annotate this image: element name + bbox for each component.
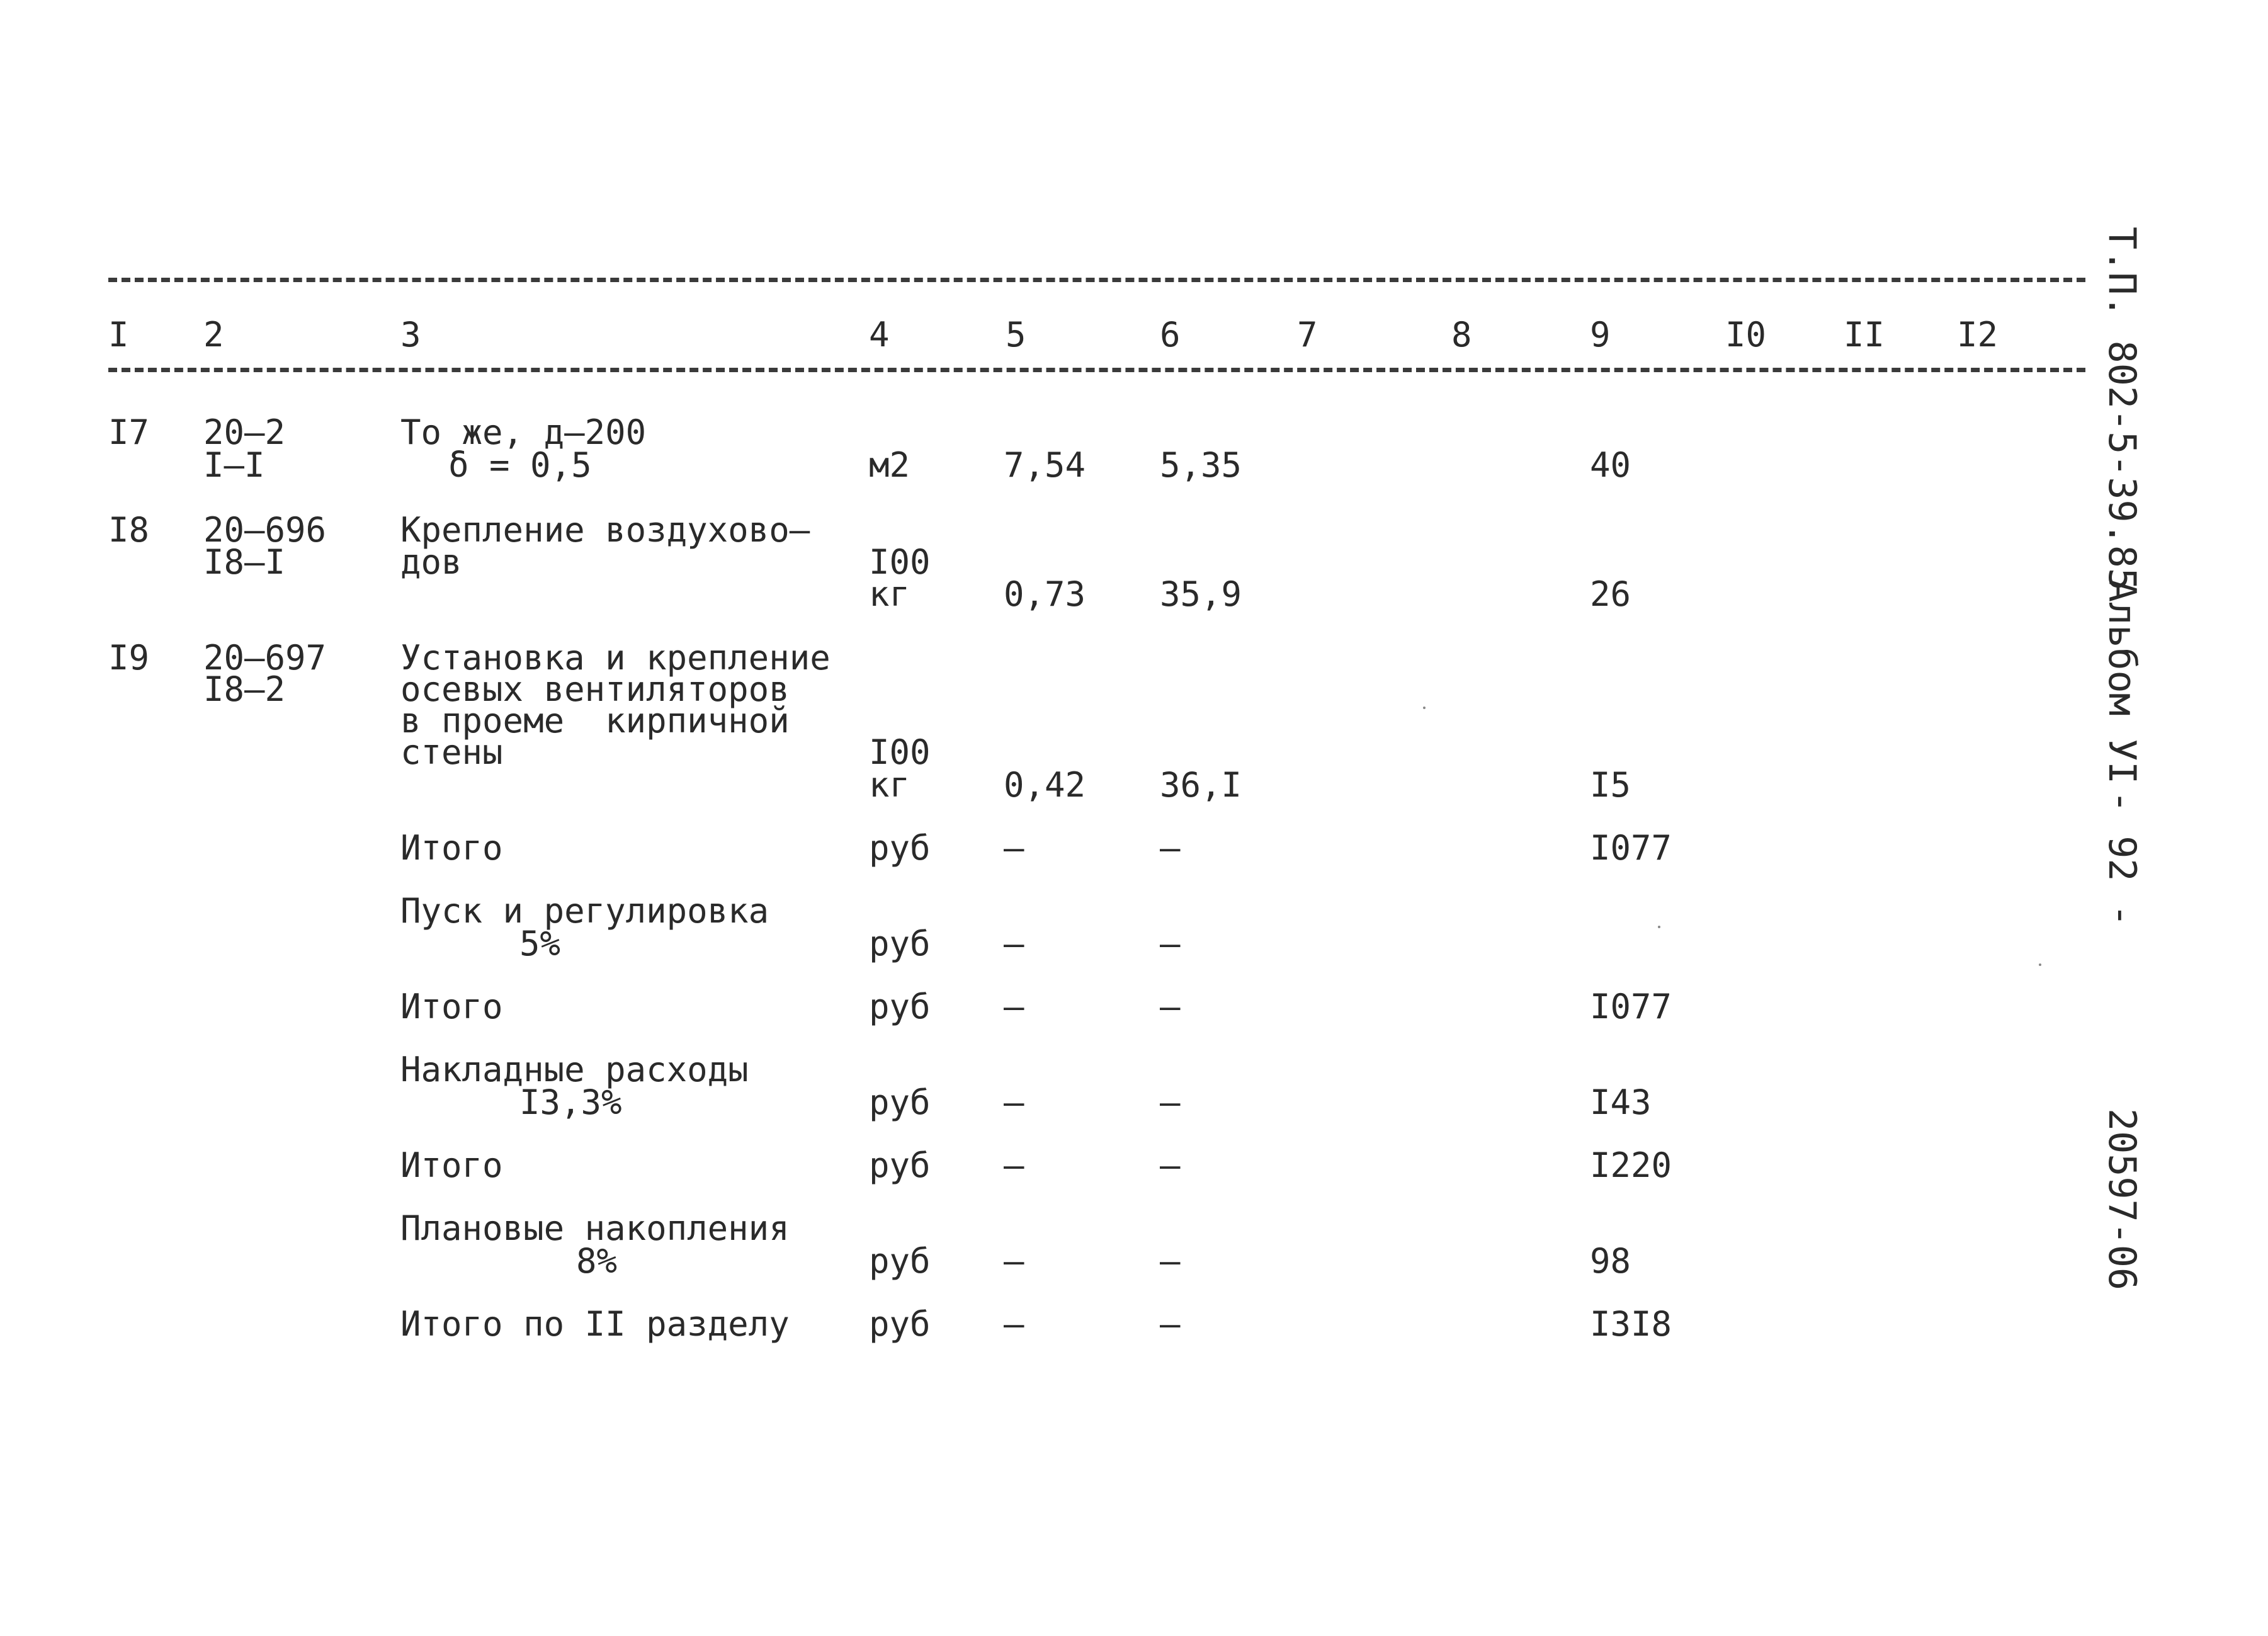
summary-unit: руб xyxy=(869,1145,931,1185)
scan-speck xyxy=(1658,926,1660,928)
summary-total: I43 xyxy=(1590,1082,1652,1122)
work-description: Установка и крепление xyxy=(400,638,831,678)
col-header-6: 6 xyxy=(1160,315,1181,355)
rate-code: 20–697 xyxy=(203,638,327,678)
unit-line: кг xyxy=(869,765,910,805)
quantity: 0,73 xyxy=(1004,574,1086,614)
summary-qty: – xyxy=(1004,1145,1024,1185)
scan-speck xyxy=(2039,963,2041,966)
work-description-line: в проеме кирпичной xyxy=(400,701,790,741)
rate-code: 20–696 xyxy=(203,510,327,550)
side-doc-number: 20597-06 xyxy=(2100,1108,2144,1290)
side-doc-reference: Т.П. 802-5-39.85 xyxy=(2100,227,2144,591)
summary-total: I3I8 xyxy=(1590,1304,1672,1344)
summary-qty: – xyxy=(1004,987,1024,1026)
quantity: 7,54 xyxy=(1004,445,1086,485)
rate-code-sub: I8–I xyxy=(203,542,286,582)
row-number: I7 xyxy=(108,412,150,452)
summary-qty: – xyxy=(1004,1304,1024,1344)
summary-total: I077 xyxy=(1590,828,1672,868)
summary-price: – xyxy=(1160,1241,1181,1281)
summary-unit: руб xyxy=(869,1304,931,1344)
unit-price: 35,9 xyxy=(1160,574,1242,614)
summary-unit: руб xyxy=(869,924,931,963)
unit: I00 xyxy=(869,732,931,772)
side-page-number: - 92 - xyxy=(2100,790,2144,927)
summary-label: Итого xyxy=(400,828,503,868)
col-header-2: 2 xyxy=(203,315,224,355)
summary-label: Итого xyxy=(400,987,503,1026)
rate-code: 20–2 xyxy=(203,412,286,452)
quantity: 0,42 xyxy=(1004,765,1086,805)
unit: I00 xyxy=(869,542,931,582)
summary-total: 98 xyxy=(1590,1241,1631,1281)
work-description-line: стены xyxy=(400,732,503,772)
col-header-1: I xyxy=(108,315,129,355)
col-header-8: 8 xyxy=(1451,315,1472,355)
unit-price: 5,35 xyxy=(1160,445,1242,485)
header-bottom-rule xyxy=(108,368,2085,372)
summary-price: – xyxy=(1160,1145,1181,1185)
unit-price: 36,I xyxy=(1160,765,1242,805)
unit: м2 xyxy=(869,445,910,485)
summary-unit: руб xyxy=(869,1082,931,1122)
rate-code-sub: I8–2 xyxy=(203,669,286,709)
summary-qty: – xyxy=(1004,828,1024,868)
summary-percent: I3,3% xyxy=(519,1082,622,1122)
rate-code-sub: I–I xyxy=(203,445,265,485)
total-cost: 26 xyxy=(1590,574,1631,614)
col-header-10: I0 xyxy=(1725,315,1767,355)
summary-label: Пуск и регулировка xyxy=(400,891,769,931)
work-description: Крепление воздухово– xyxy=(400,510,810,550)
work-description: То же, д–200 xyxy=(400,412,647,452)
total-cost: 40 xyxy=(1590,445,1631,485)
summary-total: I077 xyxy=(1590,987,1672,1026)
summary-unit: руб xyxy=(869,987,931,1026)
work-description-line: δ = 0,5 xyxy=(448,445,592,485)
summary-label: Плановые накопления xyxy=(400,1208,790,1248)
col-header-11: II xyxy=(1844,315,1885,355)
col-header-7: 7 xyxy=(1297,315,1318,355)
summary-qty: – xyxy=(1004,924,1024,963)
summary-price: – xyxy=(1160,987,1181,1026)
summary-qty: – xyxy=(1004,1082,1024,1122)
summary-price: – xyxy=(1160,924,1181,963)
row-number: I8 xyxy=(108,510,150,550)
summary-label: Итого по II разделу xyxy=(400,1304,790,1344)
side-album: Альбом УI xyxy=(2100,579,2144,785)
col-header-5: 5 xyxy=(1006,315,1026,355)
total-cost: I5 xyxy=(1590,765,1631,805)
summary-price: – xyxy=(1160,828,1181,868)
col-header-4: 4 xyxy=(869,315,890,355)
summary-label: Накладные расходы xyxy=(400,1050,749,1089)
summary-label: Итого xyxy=(400,1145,503,1185)
row-number: I9 xyxy=(108,638,150,678)
summary-percent: 5% xyxy=(519,924,561,963)
summary-unit: руб xyxy=(869,1241,931,1281)
summary-total: I220 xyxy=(1590,1145,1672,1185)
col-header-12: I2 xyxy=(1957,315,1999,355)
summary-price: – xyxy=(1160,1304,1181,1344)
summary-percent: 8% xyxy=(576,1241,618,1281)
summary-qty: – xyxy=(1004,1241,1024,1281)
col-header-9: 9 xyxy=(1590,315,1611,355)
scan-speck xyxy=(1423,707,1426,709)
header-top-rule xyxy=(108,278,2085,282)
work-description-line: дов xyxy=(400,542,462,582)
summary-price: – xyxy=(1160,1082,1181,1122)
unit-line: кг xyxy=(869,574,910,614)
work-description-line: осевых вентиляторов xyxy=(400,669,790,709)
summary-unit: руб xyxy=(869,828,931,868)
col-header-3: 3 xyxy=(400,315,421,355)
